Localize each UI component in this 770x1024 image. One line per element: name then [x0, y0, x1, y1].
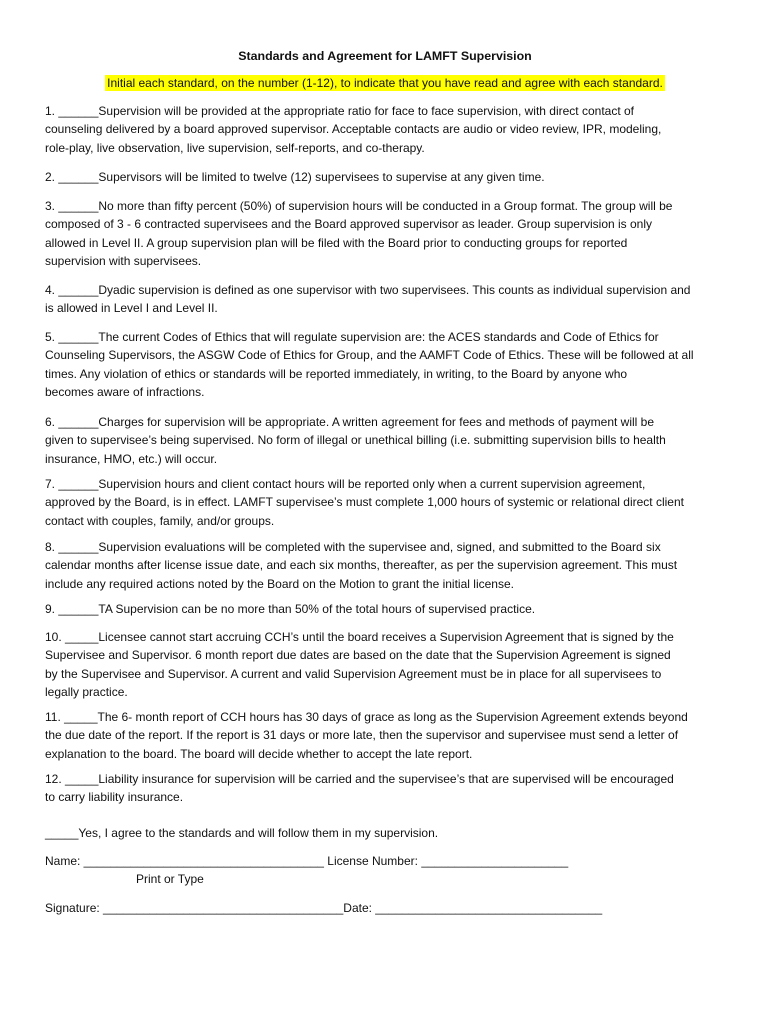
instruction-text — [0, 76, 770, 91]
standard-line: legally practice. — [45, 684, 128, 699]
agreement-statement: _____Yes, I agree to the standards and will follow them in my supervision. — [45, 826, 439, 840]
standard-line: given to supervisee’s being supervised. No form of illegal or unethical billing (i.e. submitting supervision bills to health — [45, 433, 666, 448]
document-title: Standards and Agreement for LAMFT Supervision — [238, 49, 532, 63]
standard-line: 2. ______Supervisors will be limited to twelve (12) supervisees to supervise at any given time. — [45, 170, 545, 184]
standard-line: composed of 3 - 6 contracted supervisees and the Board approved supervisor as leader. Group supervision is only — [45, 217, 653, 232]
standard-5 — [45, 328, 725, 401]
standard-line: 10. _____Licensee cannot start accruing CCH’s until the board receives a Supervision Agreement that is signed by the — [45, 630, 674, 644]
standard-6 — [45, 413, 725, 468]
standard-line: 4. ______Dyadic supervision is defined as one supervisor with two supervisees. This counts as individual supervision and — [45, 283, 691, 297]
standard-line: 3. ______No more than fifty percent (50%) of supervision hours will be conducted in a Group format. The group will be — [45, 199, 673, 213]
standard-line: 12. _____Liability insurance for supervision will be carried and the supervisee’s that are supervised will be encouraged — [45, 772, 674, 786]
standard-line: to carry liability insurance. — [45, 790, 184, 805]
name-license-line: Name: ____________________________________ License Number: ______________________ — [45, 854, 569, 868]
standard-line: 1. ______Supervision will be provided at the appropriate ratio for face to face supervision, with direct contact of — [45, 104, 635, 118]
standard-line: explanation to the board. The board will decide whether to accept the late report. — [45, 746, 473, 761]
standard-line: counseling delivered by a board approved supervisor. Acceptable contacts are audio or video review, IPR, modeling, — [45, 122, 662, 137]
standard-10 — [45, 628, 725, 701]
standard-line: role-play, live observation, live supervision, self-reports, and co-therapy. — [45, 140, 425, 155]
standard-line: is allowed in Level I and Level II. — [45, 301, 218, 316]
standard-line: times. Any violation of ethics or standards will be reported immediately, in writing, to the Board by anyone who — [45, 366, 628, 381]
standard-2 — [45, 168, 725, 186]
standard-7 — [45, 475, 725, 530]
standard-line: supervision with supervisees. — [45, 253, 202, 268]
standard-3 — [45, 197, 725, 270]
standard-4 — [45, 281, 725, 318]
standard-line: 7. ______Supervision hours and client contact hours will be reported only when a current supervision agreement, — [45, 477, 646, 491]
standard-8 — [45, 538, 725, 593]
standard-line: by the Supervisee and Supervisor. A current and valid Supervision Agreement must be in place for all supervisees to — [45, 666, 662, 681]
instruction-highlight: Initial each standard, on the number (1-12), to indicate that you have read and agree with each standard. — [107, 76, 663, 90]
standard-11 — [45, 708, 725, 763]
standard-line: 8. ______Supervision evaluations will be completed with the supervisee and, signed, and submitted to the Board six — [45, 540, 661, 554]
standard-12 — [45, 770, 725, 807]
standard-line: the due date of the report. If the report is 31 days or more late, then the supervisor and supervisee must send a letter of — [45, 728, 679, 743]
standard-line: allowed in Level II. A group supervision plan will be filed with the Board prior to conducting groups for reported — [45, 235, 628, 250]
standard-line: 6. ______Charges for supervision will be appropriate. A written agreement for fees and methods of payment will be — [45, 415, 655, 429]
standard-line: 11. _____The 6- month report of CCH hours has 30 days of grace as long as the Supervision Agreement extends beyond — [45, 710, 688, 724]
signature-date-line: Signature: ____________________________________Date: __________________________________ — [45, 901, 603, 915]
standard-1 — [45, 102, 725, 157]
standard-line: Counseling Supervisors, the ASGW Code of Ethics for Group, and the AAMFT Code of Ethics. These will be followed at all — [45, 348, 694, 363]
standard-line: approved by the Board, is in effect. LAMFT supervisee’s must complete 1,000 hours of systemic or relational direct client — [45, 495, 684, 510]
standard-line: calendar months after license issue date, and each six months, thereafter, as per the supervision agreement. This must — [45, 558, 678, 573]
standard-line: contact with couples, family, and/or groups. — [45, 513, 275, 528]
standard-9 — [45, 600, 725, 618]
standard-line: 9. ______TA Supervision can be no more than 50% of the total hours of supervised practice. — [45, 602, 536, 616]
standard-line: insurance, HMO, etc.) will occur. — [45, 451, 218, 466]
standard-line: include any required actions noted by the Board on the Motion to grant the initial license. — [45, 576, 514, 591]
standard-line: becomes aware of infractions. — [45, 384, 205, 399]
standard-line: Supervisee and Supervisor. 6 month report due dates are based on the date that the Supervision Agreement is signed — [45, 648, 671, 663]
print-or-type-caption: Print or Type — [136, 872, 204, 886]
standard-line: 5. ______The current Codes of Ethics that will regulate supervision are: the ACES standards and Code of Ethics for — [45, 330, 659, 344]
